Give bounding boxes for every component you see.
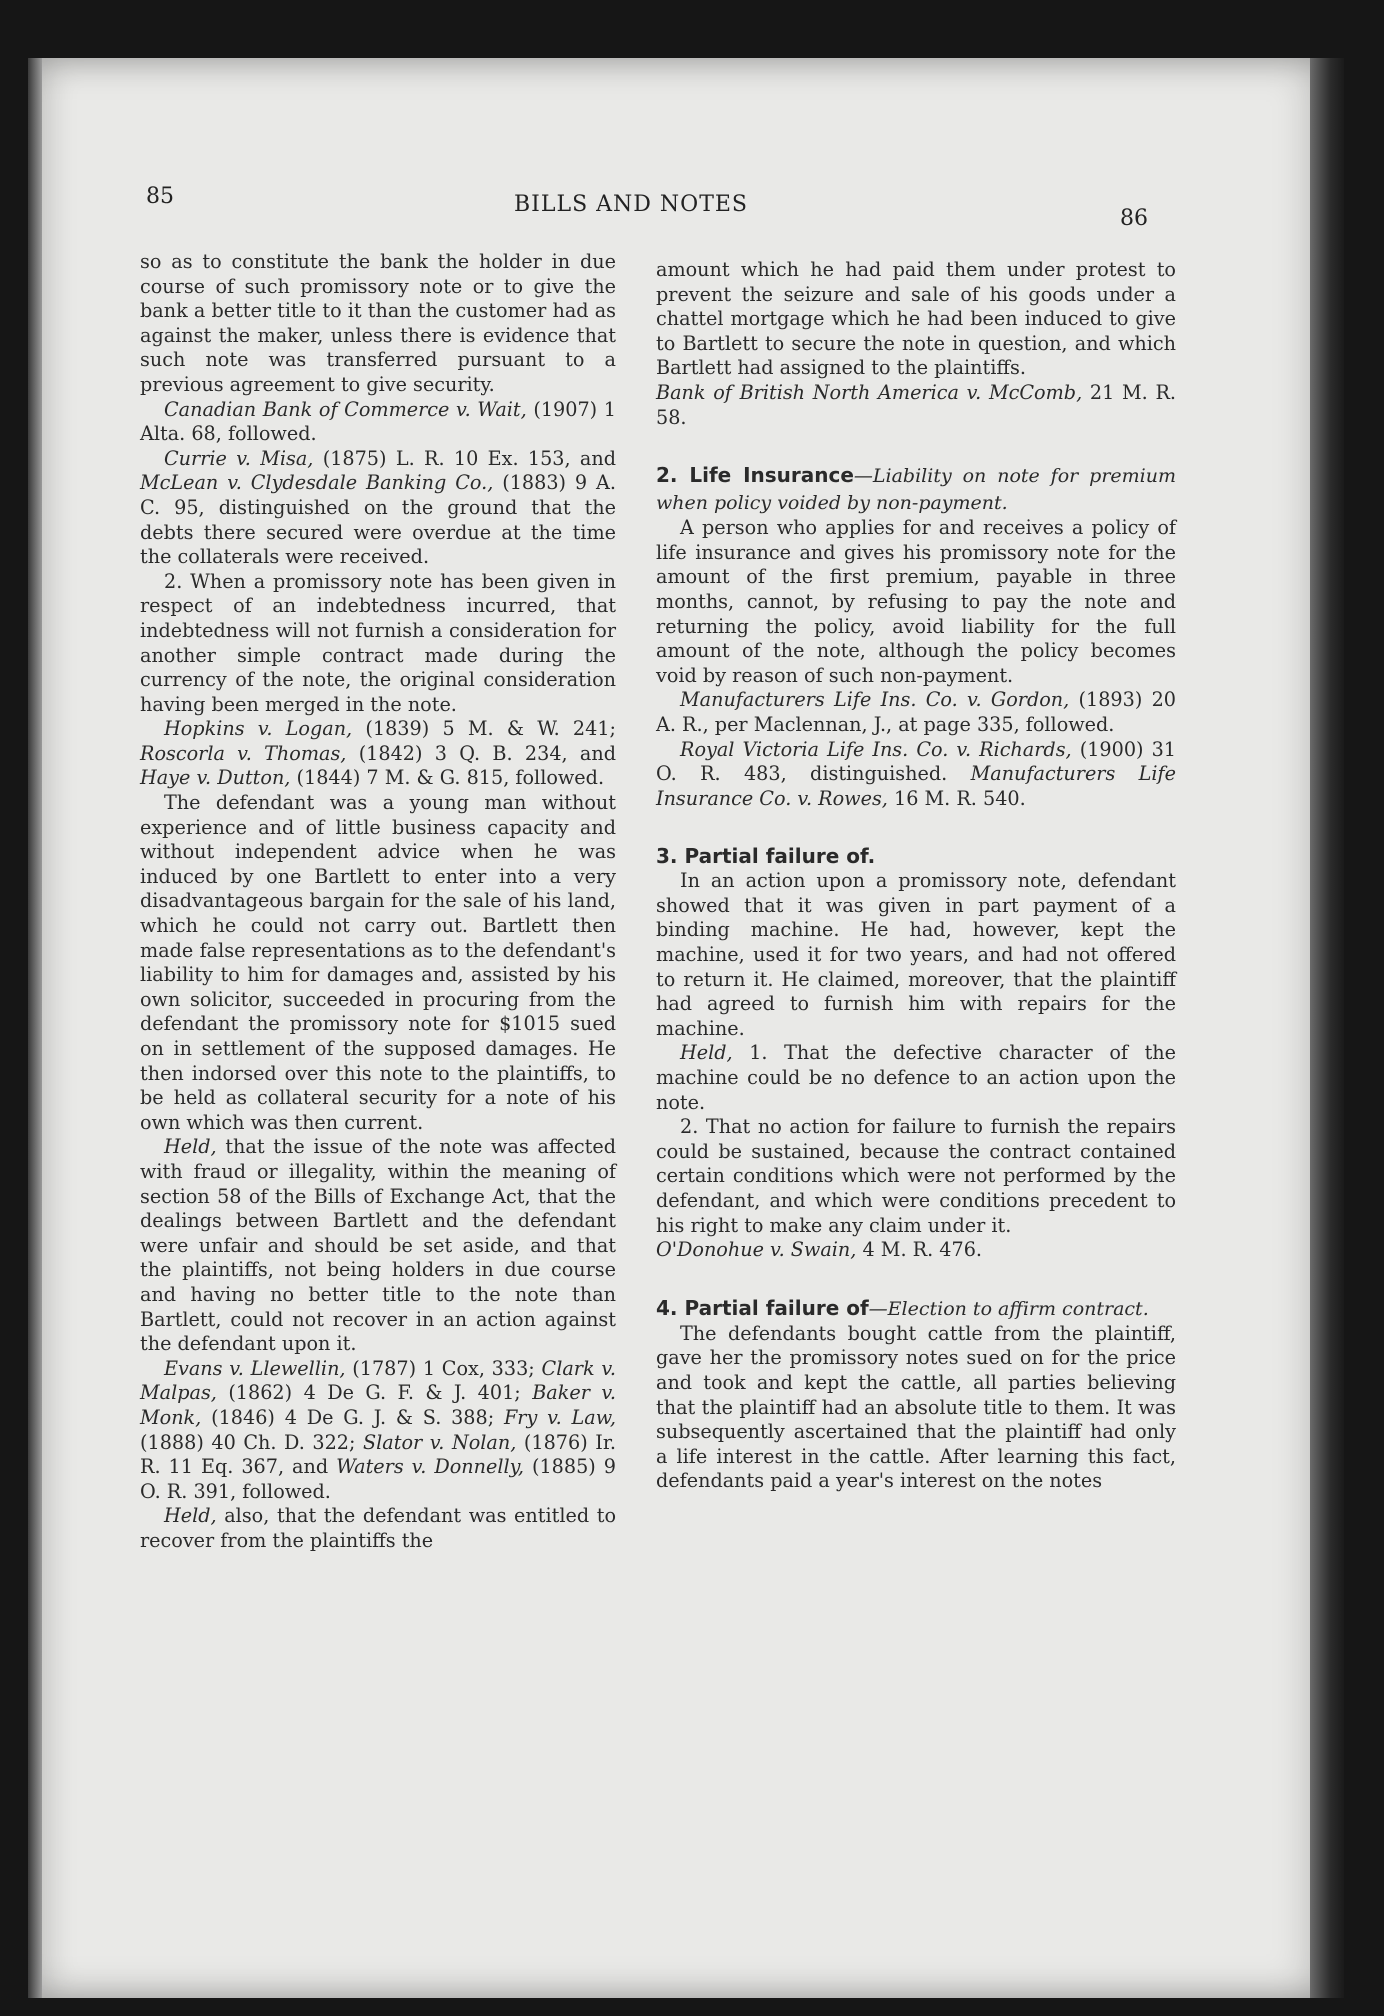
case-name: Slator v. Nolan, [363, 1430, 517, 1454]
heading-title: 2. Life Insurance [656, 463, 854, 488]
paragraph: In an action upon a promissory note, defendant showed that it was given in part payment of a binding machine. He had, however, kept the machine, used it for two years, and had not offered to return it. He claimed, moreover, that the plaintiff had agreed to furnish him with repairs for the machine. [656, 869, 1176, 1040]
paragraph: The defendants bought cattle from the plaintiff, gave her the promissory notes sued on for the price and took and kept the cattle, all parties believing that the plaintiff had an absolute title to them. It was subsequently ascertained that the plaintiff had only a life interest in the cattle. After learning this fact, defendants paid a year's interest on the notes [656, 1321, 1176, 1493]
case-name: Fry v. Law, [503, 1405, 616, 1429]
citation-text: (1862) 4 De G. F. & J. 401; [216, 1381, 533, 1405]
case-name: Bank of British North America v. McComb, [656, 380, 1083, 404]
citation-text: (1907) 1 Alta. 68, followed. [140, 397, 616, 446]
citation-text: (1876) Ir. R. 11 Eq. 367, and [140, 1430, 616, 1479]
held-word: Held, [164, 1135, 217, 1159]
section-gap [656, 1263, 1176, 1295]
case-name: Roscorla v. Thomas, [140, 741, 347, 765]
citation [656, 1238, 1176, 1263]
section-gap [656, 811, 1176, 843]
heading-subtitle: —Election to affirm contract. [868, 1297, 1149, 1320]
citation-text: 4 M. R. 476. [856, 1238, 983, 1262]
section-heading-life-insurance [656, 462, 1176, 516]
page-left-edge [28, 58, 42, 1998]
paragraph: The defendant was a young man without experience and of little business capacity and without independent advice when he was induced by one Bartlett to enter into a very disadvantageous bargain for the sale of his land, which he could not carry out. Bartlett then made false representations as to the defendant's liability to him for damages and, assisted by his own solicitor, succeeded in procuring from the defendant the promissory note for $1015 sued on in settlement of the supposed damages. He then indorsed over this note to the plaintiffs, to be held as collateral security for a note of his own which was then current. [140, 791, 616, 1134]
citation [140, 1357, 616, 1505]
right-column [656, 258, 1176, 1494]
case-name: Haye v. Dutton, [140, 766, 291, 790]
held-paragraph [140, 1135, 616, 1356]
case-name: McLean v. Clydesdale Banking Co., [140, 471, 494, 495]
case-name: Manufacturers Life Insurance Co. v. Rowes, [656, 762, 1177, 810]
running-header-title: BILLS AND NOTES [514, 192, 749, 217]
citation-text: (1893) 20 A. R., per Maclennan, J., at page 335, followed. [656, 688, 1176, 736]
citation-text: (1839) 5 M. & W. 241; [352, 717, 616, 741]
held-text: 1. That the defective character of the machine could be no defence to an action upon the note. [656, 1041, 1176, 1114]
case-name: Currie v. Misa, [164, 446, 314, 470]
paragraph: amount which he had paid them under protest to prevent the seizure and sale of his goods under a chattel mortgage which he had been induced to give to Bartlett to secure the note in question, and which Bartlett had assigned to the plaintiffs. [656, 258, 1176, 380]
heading-subtitle: —Liability on note for premium when policy voided by non-payment. [656, 465, 1176, 515]
held-paragraph [656, 1041, 1176, 1115]
citation [656, 688, 1176, 737]
case-name: Clark v. Malpas, [140, 1356, 616, 1405]
citation-text: 21 M. R. 58. [656, 380, 1176, 429]
case-name: Baker v. Monk, [140, 1381, 616, 1429]
held-text: also, that the defendant was entitled to recover from the plaintiffs the [140, 1504, 616, 1552]
citation-text: (1883) 9 A. C. 95, distinguished on the ground that the debts there secured were overdue at the time the collaterals were received. [140, 471, 616, 569]
case-name: Royal Victoria Life Ins. Co. v. Richards, [680, 737, 1072, 761]
case-name: Waters v. Donnelly, [336, 1455, 524, 1479]
paragraph: A person who applies for and receives a policy of life insurance and gives his promissory note for the amount of the first premium, payable in three months, cannot, by refusing to pay the note and returning the policy, avoid liability for the full amount of the note, although the policy becomes void by reason of such non-payment. [656, 516, 1176, 687]
page-number-right: 86 [1120, 206, 1148, 231]
citation-text: 16 M. R. 540. [887, 786, 1026, 810]
section-heading-partial-failure: 3. Partial failure of. [656, 844, 876, 869]
citation [140, 398, 616, 447]
page-number-left: 85 [146, 184, 174, 209]
held-word: Held, [680, 1041, 733, 1065]
citation [140, 717, 616, 791]
case-name: Evans v. Llewellin, [164, 1356, 346, 1380]
citation [656, 738, 1176, 812]
citation-text: (1900) 31 O. R. 483, distinguished. [656, 737, 1176, 786]
held-text: that the issue of the note was affected with fraud or illegality, within the meaning of section 58 of the Bills of Exchange Act, that the dealings between Bartlett and the defendant were unfair and should be set aside, and that the plaintiffs, not being holders in due course and having no better title to the note than Bartlett, could not recover in an action against the defendant upon it. [140, 1135, 616, 1356]
book-page [28, 58, 1344, 1998]
case-name: Canadian Bank of Commerce v. Wait, [164, 397, 527, 421]
case-name: Hopkins v. Logan, [164, 717, 353, 741]
citation-text: (1787) 1 Cox, 333; [345, 1356, 542, 1380]
paragraph: 2. When a promissory note has been given in respect of an indebtedness incurred, that indebtedness will not furnish a consideration for another simple contract made during the currency of the note, the original consideration having been merged in the note. [140, 569, 616, 716]
heading-title: 4. Partial failure of [656, 1295, 869, 1320]
held-word: Held, [164, 1504, 217, 1528]
citation [656, 381, 1176, 430]
case-name: Manufacturers Life Ins. Co. v. Gordon, [680, 688, 1070, 712]
paragraph: so as to constitute the bank the holder in due course of such promissory note or to give the bank a better title to it than the customer had as against the maker, unless there is evidence that such note was transferred pursuant to a previous agreement to give security. [140, 250, 616, 396]
citation-text: (1846) 4 De G. J. & S. 388; [201, 1405, 504, 1429]
left-column [140, 250, 616, 1553]
citation-text: (1844) 7 M. & G. 815, followed. [290, 766, 605, 790]
section-gap [656, 430, 1176, 462]
held-paragraph [140, 1504, 616, 1553]
citation-text: (1842) 3 Q. B. 234, and [346, 741, 616, 765]
paragraph: 2. That no action for failure to furnish the repairs could be sustained, because the contract contained certain conditions which were not performed by the defendant, and which were conditions precedent to his right to make any claim under it. [656, 1115, 1176, 1237]
citation-text: (1885) 9 O. R. 391, followed. [140, 1455, 616, 1503]
section-heading-election [656, 1295, 1176, 1322]
citation [140, 447, 616, 570]
case-name: O'Donohue v. Swain, [656, 1238, 857, 1262]
book-spine-edge [1310, 58, 1344, 1998]
citation-text: (1875) L. R. 10 Ex. 153, and [313, 446, 617, 470]
citation-text: (1888) 40 Ch. D. 322; [140, 1430, 364, 1454]
